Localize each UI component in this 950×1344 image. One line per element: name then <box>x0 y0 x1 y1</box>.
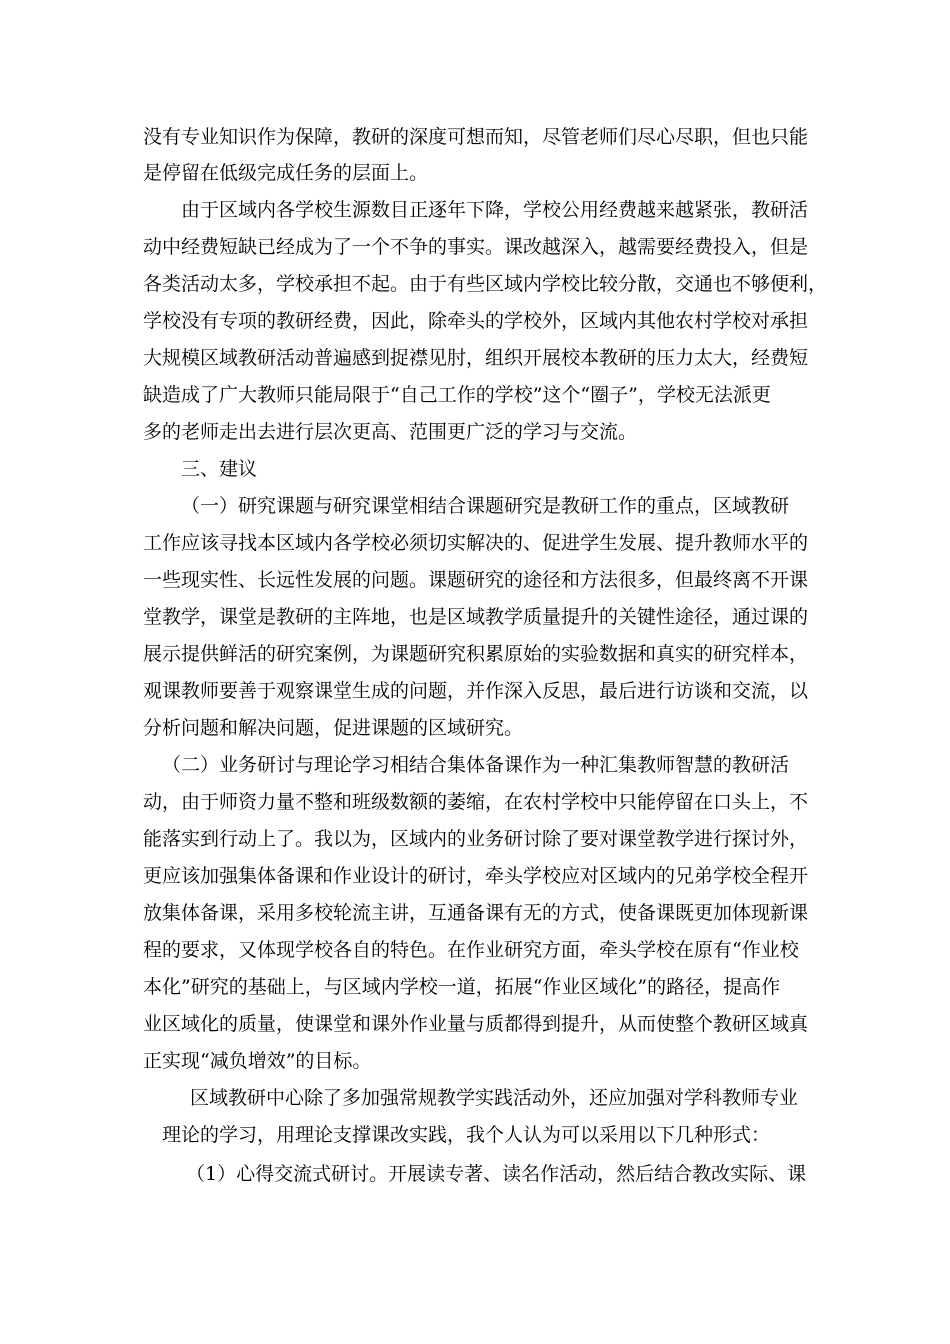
text-line: 没有专业知识作为保障，教研的深度可想而知，尽管老师们尽心尽职，但也只能 <box>143 126 809 148</box>
text-line: 程的要求，又体现学校各自的特色。在作业研究方面，牵头学校在原有“作业校 <box>143 939 799 961</box>
text-line: （1）心得交流式研讨。开展读专著、读名作活动，然后结合教改实际、课 <box>186 1163 807 1185</box>
text-line: 观课教师要善于观察课堂生成的问题，并作深入反思，最后进行访谈和交流，以 <box>143 680 809 702</box>
text-line: 动，由于师资力量不整和班级数额的萎缩，在农村学校中只能停留在口头上，不 <box>143 791 809 813</box>
text-line: 工作应该寻找本区域内各学校必须切实解决的、促进学生发展、提升教师水平的 <box>143 532 809 554</box>
text-line: 理论的学习，用理论支撑课改实践，我个人认为可以采用以下几种形式： <box>162 1124 771 1146</box>
text-line: 更应该加强集体备课和作业设计的研讨，牵头学校应对区域内的兄弟学校全程开 <box>143 865 809 887</box>
text-line: （二）业务研讨与理论学习相结合集体备课作为一种汇集教师智慧的教研活 <box>162 754 790 776</box>
text-line: 区域教研中心除了多加强常规教学实践活动外，还应加强对学科教师专业 <box>190 1087 799 1109</box>
text-line: 各类活动太多，学校承担不起。由于有些区域内学校比较分散，交通也不够便利， <box>143 273 828 295</box>
text-line: 动中经费短缺已经成为了一个不争的事实。课改越深入，越需要经费投入，但是 <box>143 236 809 258</box>
text-line: 大规模区域教研活动普遍感到捉襟见肘，组织开展校本教研的压力太大，经费短 <box>143 347 809 369</box>
text-line: 堂教学，课堂是教研的主阵地，也是区域教学质量提升的关键性途径，通过课的 <box>143 606 809 628</box>
text-line: 分析问题和解决问题，促进课题的区域研究。 <box>143 717 524 739</box>
text-line: 放集体备课，采用多校轮流主讲，互通备课有无的方式，使备课既更加体现新课 <box>143 902 809 924</box>
text-line: 学校没有专项的教研经费，因此，除牵头的学校外，区域内其他农村学校对承担 <box>143 310 809 332</box>
text-line: （一）研究课题与研究课堂相结合课题研究是教研工作的重点，区域教研 <box>181 495 790 517</box>
text-line: 展示提供鲜活的研究案例，为课题研究积累原始的实验数据和真实的研究样本， <box>143 643 809 665</box>
text-line: 正实现“减负增效”的目标。 <box>143 1050 372 1072</box>
text-line: 是停留在低级完成任务的层面上。 <box>143 162 429 184</box>
section-heading: 三、建议 <box>181 458 258 480</box>
text-line: 多的老师走出去进行层次更高、范围更广泛的学习与交流。 <box>143 421 638 443</box>
text-line: 一些现实性、长远性发展的问题。课题研究的途径和方法很多，但最终离不开课 <box>143 569 809 591</box>
text-line: 本化”研究的基础上，与区域内学校一道，拓展“作业区域化”的路径，提高作 <box>143 976 781 998</box>
text-line: 业区域化的质量，使课堂和课外作业量与质都得到提升，从而使整个教研区域真 <box>143 1013 809 1035</box>
text-line: 能落实到行动上了。我以为，区域内的业务研讨除了要对课堂教学进行探讨外， <box>143 828 809 850</box>
text-line: 由于区域内各学校生源数目正逐年下降，学校公用经费越来越紧张，教研活 <box>181 199 809 221</box>
text-line: 缺造成了广大教师只能局限于“自己工作的学校”这个“圈子”，学校无法派更 <box>143 384 771 406</box>
